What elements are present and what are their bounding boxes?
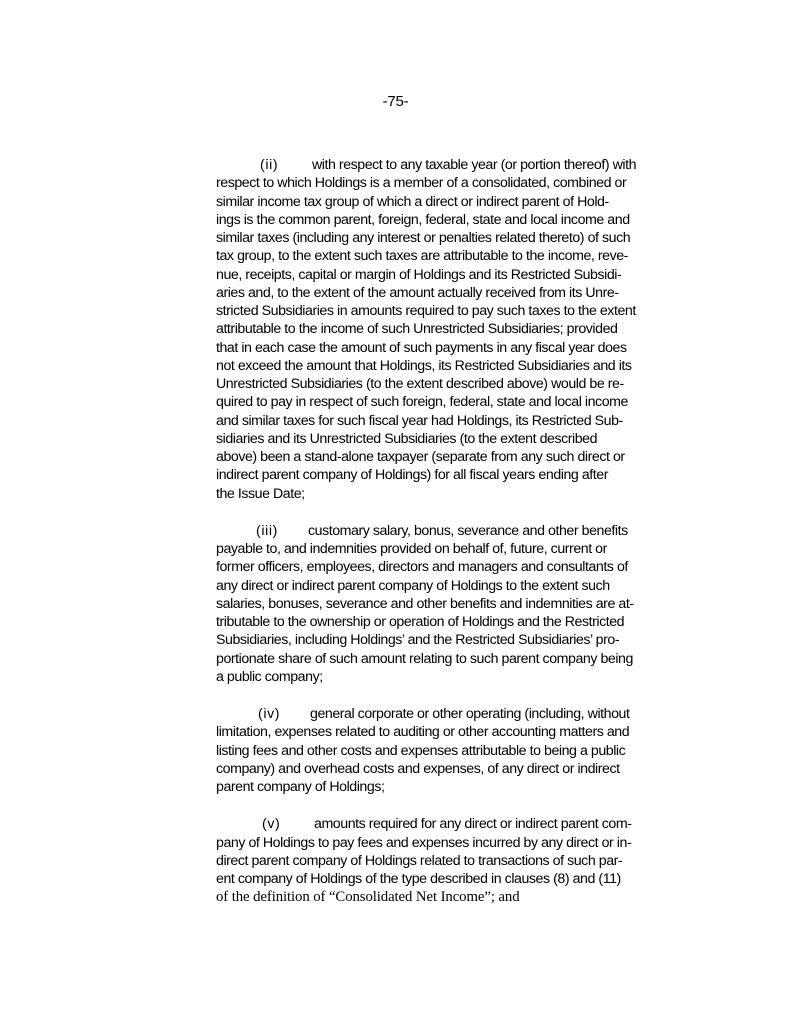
- clause-text-line: portionate share of such amount relating to such parent company being: [216, 650, 633, 667]
- clause-text-line: pany of Holdings to pay fees and expenses incurred by any direct or in-: [216, 834, 632, 851]
- clause-text-line: salaries, bonuses, severance and other benefits and indemnities are at-: [216, 595, 634, 612]
- clause-first-line-text: with respect to any taxable year (or portion thereof) with: [312, 157, 637, 173]
- clause-text-line: indirect parent company of Holdings) for all fiscal years ending after: [216, 467, 608, 484]
- clause-paragraph: [216, 705, 664, 796]
- clause-text-line: limitation, expenses related to auditing or other accounting matters and: [216, 724, 630, 741]
- clause-number: (ii): [260, 157, 279, 173]
- clause-text-line: similar income tax group of which a direct or indirect parent of Hold-: [216, 193, 609, 210]
- clause-text-line: Unrestricted Subsidiaries (to the extent described above) would be re-: [216, 376, 624, 392]
- clause-text-line: a public company;: [216, 668, 323, 685]
- clause-text-line: direct parent company of Holdings related to transactions of such par-: [216, 852, 623, 869]
- clause-text-line: [216, 815, 664, 833]
- clause-text-line: that in each case the amount of such payments in any fiscal year does: [216, 339, 627, 356]
- clause-text-line: [216, 522, 664, 540]
- clause-text-line: payable to, and indemnities provided on behalf of, future, current or: [216, 541, 607, 557]
- clause-text-line: not exceed the amount that Holdings, its Restricted Subsidiaries and its: [216, 357, 632, 374]
- clause-text-line: similar taxes (including any interest or penalties related thereto) of such: [216, 230, 631, 246]
- clause-number: (iv): [258, 706, 281, 722]
- clause-text-line: nue, receipts, capital or margin of Holdings and its Restricted Subsidi-: [216, 266, 622, 283]
- clause-first-line-text: general corporate or other operating (including, without: [310, 706, 630, 722]
- clause-first-line-text: amounts required for any direct or indirect parent com-: [314, 816, 632, 833]
- clause-text-line: Subsidiaries, including Holdings’ and the Restricted Subsidiaries’ pro-: [216, 632, 620, 649]
- clause-text-line: of the definition of “Consolidated Net Income”; and: [216, 889, 520, 906]
- clause-text-line: tributable to the ownership or operation of Holdings and the Restricted: [216, 614, 625, 630]
- clause-text-line: company) and overhead costs and expenses, of any direct or indirect: [216, 760, 620, 777]
- clause-text-line: sidiaries and its Unrestricted Subsidiaries (to the extent described: [216, 430, 598, 447]
- clause-paragraph: [216, 156, 664, 503]
- clause-text-line: parent company of Holdings;: [216, 779, 385, 795]
- clause-text-line: former officers, employees, directors and managers and consultants of: [216, 559, 628, 576]
- clause-text-line: and similar taxes for such fiscal year had Holdings, its Restricted Sub-: [216, 412, 623, 429]
- clause-text-line: any direct or indirect parent company of Holdings to the extent such: [216, 577, 610, 594]
- clause-text-line: quired to pay in respect of such foreign, federal, state and local income: [216, 394, 628, 411]
- clause-paragraph: [216, 522, 664, 686]
- clause-text-line: stricted Subsidiaries in amounts required to pay such taxes to the extent: [216, 303, 636, 319]
- page-number: -75-: [382, 93, 409, 110]
- clause-text-line: ent company of Holdings of the type described in clauses (8) and (11): [216, 871, 621, 887]
- clause-text-line: ings is the common parent, foreign, federal, state and local income and: [216, 211, 630, 228]
- clause-text-line: the Issue Date;: [216, 485, 305, 502]
- clause-text-line: tax group, to the extent such taxes are attributable to the income, reve-: [216, 248, 628, 265]
- clause-text-line: above) been a stand-alone taxpayer (separate from any such direct or: [216, 449, 625, 465]
- clause-text-line: [216, 705, 664, 723]
- clause-number: (v): [262, 816, 281, 833]
- clause-first-line-text: customary salary, bonus, severance and other benefits: [308, 522, 628, 539]
- document-body: [216, 156, 664, 926]
- clause-text-line: respect to which Holdings is a member of a consolidated, combined or: [216, 175, 627, 192]
- clause-text-line: [216, 156, 664, 174]
- clause-text-line: aries and, to the extent of the amount actually received from its Unre-: [216, 284, 619, 301]
- clause-text-line: attributable to the income of such Unrestricted Subsidiaries; provided: [216, 321, 618, 338]
- clause-text-line: listing fees and other costs and expenses attributable to being a public: [216, 742, 626, 759]
- clause-paragraph: [216, 815, 664, 906]
- clause-number: (iii): [256, 522, 278, 539]
